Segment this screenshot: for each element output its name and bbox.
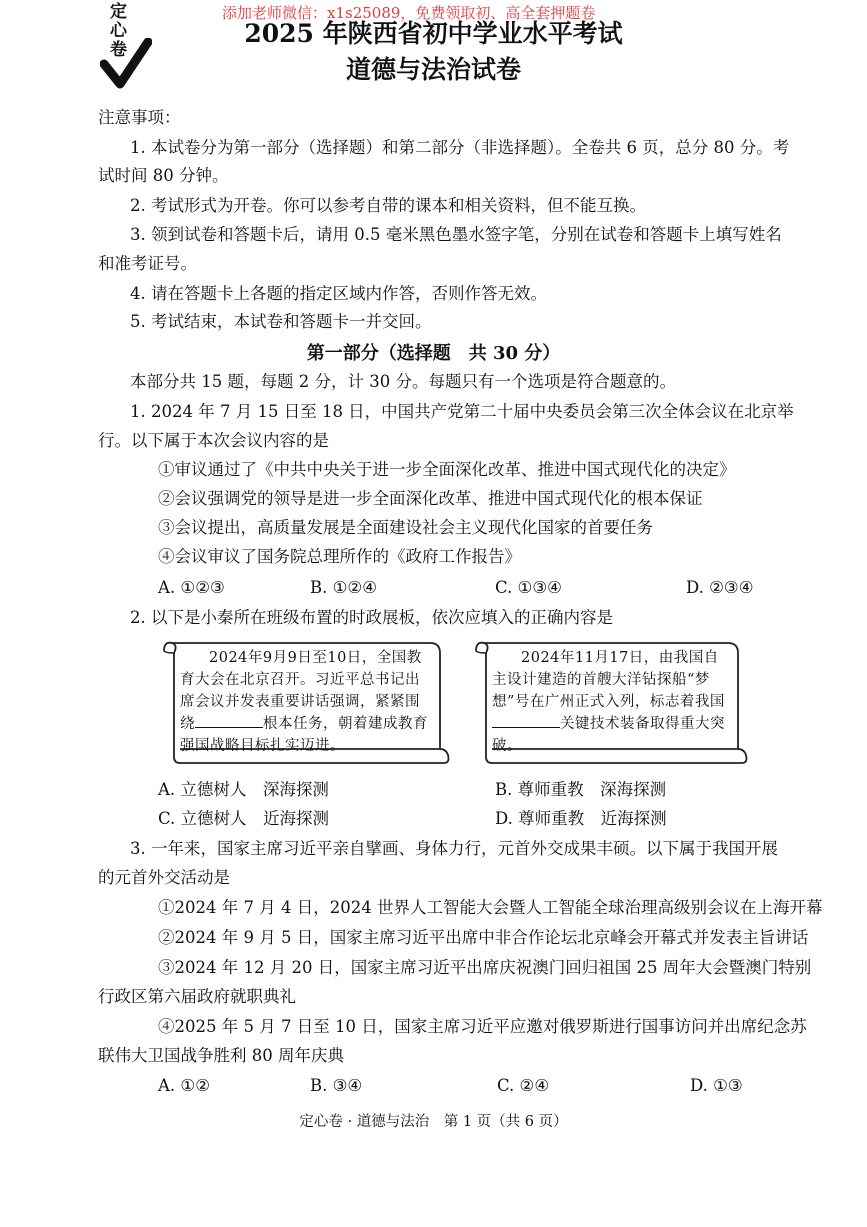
notice-item-2: 2. 考试形式为开卷。你可以参考自带的课本和相关资料，但不能互换。 [130,196,646,215]
board2-text-a: 2024年11月17日，由我国自主设计建造的首艘大洋钻探船“梦想”号在广州正式入列，标志着我国 [492,650,725,710]
board1-text-a: 2024年9月9日至10日，全国教育大会在北京召开。习近平总书记出席会议并发表重要讲话强调，紧紧围绕 [180,650,422,732]
notice-item-5: 5. 考试结束，本试卷和答题卡一并交回。 [130,312,432,331]
q3-statement-4: ④2025 年 5 月 7 日至 10 日，国家主席习近平应邀对俄罗斯进行国事访问并出席纪念苏 [158,1017,807,1036]
board1-text-b: 根本任务，朝着建成教育强国战略目标扎实迈进。 [180,716,428,754]
q1-option-a[interactable]: A. ①②③ [158,578,225,597]
q1-stem-cont: 行。以下属于本次会议内容的是 [98,431,329,450]
q3-stem-cont: 的元首外交活动是 [98,868,230,887]
part1-intro: 本部分共 15 题，每题 2 分，计 30 分。每题只有一个选项是符合题意的。 [130,372,676,391]
exam-title: 2025 年陕西省初中学业水平考试 [244,19,623,48]
page-footer: 定心卷 · 道德与法治 第 1 页（共 6 页） [299,1114,568,1130]
notice-item-4: 4. 请在答题卡上各题的指定区域内作答，否则作答无效。 [130,284,547,303]
board1-blank [195,713,263,728]
q2-option-b[interactable]: B. 尊师重教 深海探测 [495,780,667,799]
q1-statement-4: ④会议审议了国务院总理所作的《政府工作报告》 [158,547,521,566]
q3-stem: 3. 一年来，国家主席习近平亲自擘画、身体力行，元首外交成果丰硕。以下属于我国开展 [130,839,778,858]
board2-text-b: 关键技术装备取得重大突破。 [492,716,725,754]
q3-statement-4-cont: 联伟大卫国战争胜利 80 周年庆典 [98,1046,344,1065]
watermark-text: 添加老师微信：x1s25089，免费领取初、高全套押题卷 [222,4,596,22]
q1-option-d[interactable]: D. ②③④ [686,578,754,597]
q2-option-c[interactable]: C. 立德树人 近海探测 [158,809,330,828]
board2-blank [492,713,560,728]
exam-subtitle: 道德与法治试卷 [345,55,521,84]
q3-option-b[interactable]: B. ③④ [310,1076,363,1095]
q1-option-c[interactable]: C. ①③④ [495,578,562,597]
q1-statement-3: ③会议提出，高质量发展是全面建设社会主义现代化国家的首要任务 [158,518,653,537]
notice-item-3-cont: 和准考证号。 [98,254,197,273]
notice-item-1-cont: 试时间 80 分钟。 [98,166,229,185]
q3-statement-2: ②2024 年 9 月 5 日，国家主席习近平出席中非合作论坛北京峰会开幕式并发表主旨讲话 [158,928,809,947]
q3-statement-3: ③2024 年 12 月 20 日，国家主席习近平出席庆祝澳门回归祖国 25 周年大会暨澳门特别 [158,958,812,977]
q3-statement-1: ①2024 年 7 月 4 日，2024 世界人工智能大会暨人工智能全球治理高级别会议在上海开幕 [158,898,823,917]
q1-statement-2: ②会议强调党的领导是进一步全面深化改革、推进中国式现代化的根本保证 [158,489,703,508]
notice-item-1: 1. 本试卷分为第一部分（选择题）和第二部分（非选择题）。全卷共 6 页，总分 80 分。考 [130,138,790,157]
q1-statement-1: ①审议通过了《中共中央关于进一步全面深化改革、推进中国式现代化的决定》 [158,460,736,479]
q1-option-b[interactable]: B. ①②④ [310,578,377,597]
part1-heading: 第一部分（选择题 共 30 分） [306,343,561,364]
q3-option-a[interactable]: A. ①② [158,1076,210,1095]
news-board-2 [470,637,750,769]
q2-option-a[interactable]: A. 立德树人 深海探测 [158,780,329,799]
notice-heading: 注意事项： [98,108,181,127]
q3-statement-3-cont: 行政区第六届政府就职典礼 [98,987,296,1006]
notice-item-3: 3. 领到试卷和答题卡后，请用 0.5 毫米黑色墨水签字笔，分别在试卷和答题卡上填写姓名 [130,225,782,244]
q3-option-d[interactable]: D. ①③ [690,1076,743,1095]
q2-option-d[interactable]: D. 尊师重教 近海探测 [495,809,667,828]
news-board-1 [158,637,454,769]
q2-stem: 2. 以下是小秦所在班级布置的时政展板，依次应填入的正确内容是 [130,608,613,627]
q1-stem: 1. 2024 年 7 月 15 日至 18 日，中国共产党第二十届中央委员会第三次全体会议在北京举 [130,402,794,421]
q3-option-c[interactable]: C. ②④ [497,1076,550,1095]
stamp-logo-text: 定心卷 [106,2,126,59]
